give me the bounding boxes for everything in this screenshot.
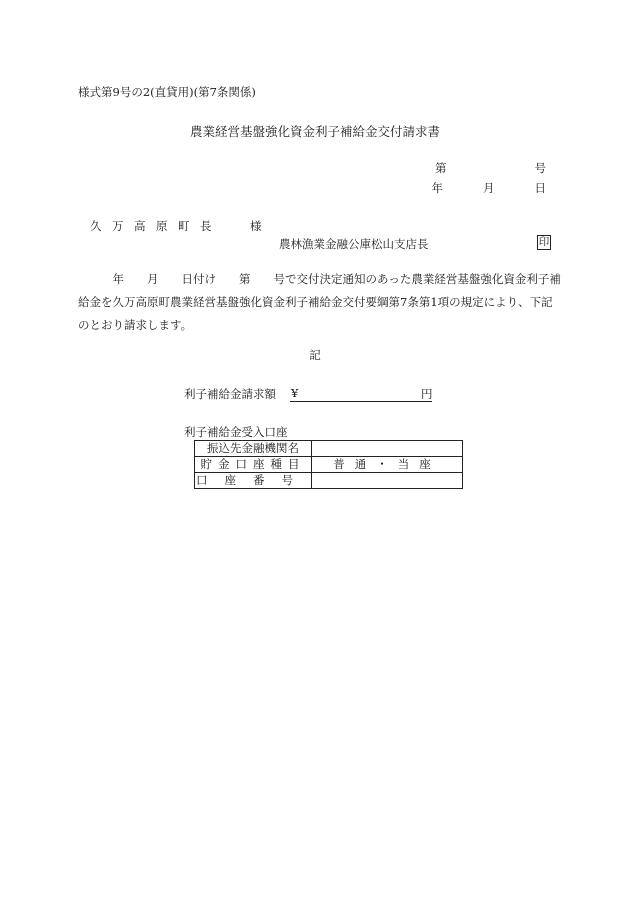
form-number: 様式第9号の2(直貸用)(第7条関係) — [78, 85, 256, 99]
year-label: 年 — [431, 181, 443, 195]
request-body-text: 年 月 日付け 第 号で交付決定通知のあった農業経営基盤強化資金利子補給金を久万高原町農業経営基盤強化資金利子補給金交付要綱第7条第1項の規定により、下記のとおり請求します。 — [78, 272, 561, 332]
go-label: 号 — [534, 161, 546, 175]
document-title: 農業経営基盤強化資金利子補給金交付請求書 — [189, 124, 440, 139]
account-number-label: 口座番号 — [196, 473, 310, 487]
table-row — [195, 441, 463, 457]
amount-label: 利子補給金請求額 — [184, 387, 276, 401]
ki-heading: 記 — [309, 348, 321, 362]
account-type-label: 貯金口座種目 — [195, 457, 312, 473]
month-label: 月 — [483, 181, 495, 195]
table-row — [195, 473, 463, 489]
account-table — [194, 440, 463, 489]
yen-unit: 円 — [421, 387, 433, 401]
bank-name-label: 振込先金融機関名 — [195, 441, 312, 457]
addressee-honorific: 様 — [250, 219, 262, 233]
day-label: 日 — [534, 181, 546, 195]
table-row — [195, 457, 463, 473]
bank-name-field[interactable] — [312, 441, 463, 457]
account-label: 利子補給金受入口座 — [184, 425, 288, 439]
account-type-field[interactable]: 普通・当座 — [312, 457, 463, 473]
document-number-line — [435, 160, 546, 176]
sender-name: 農林漁業金融公庫松山支店長 — [279, 237, 429, 251]
amount-field[interactable] — [290, 386, 432, 402]
addressee-name: 久万高原町長 — [90, 219, 222, 233]
account-number-field[interactable] — [312, 473, 463, 489]
dai-label: 第 — [435, 161, 447, 175]
yen-sign: ¥ — [291, 386, 299, 400]
seal-mark: 印 — [538, 236, 550, 248]
date-line — [432, 180, 547, 196]
